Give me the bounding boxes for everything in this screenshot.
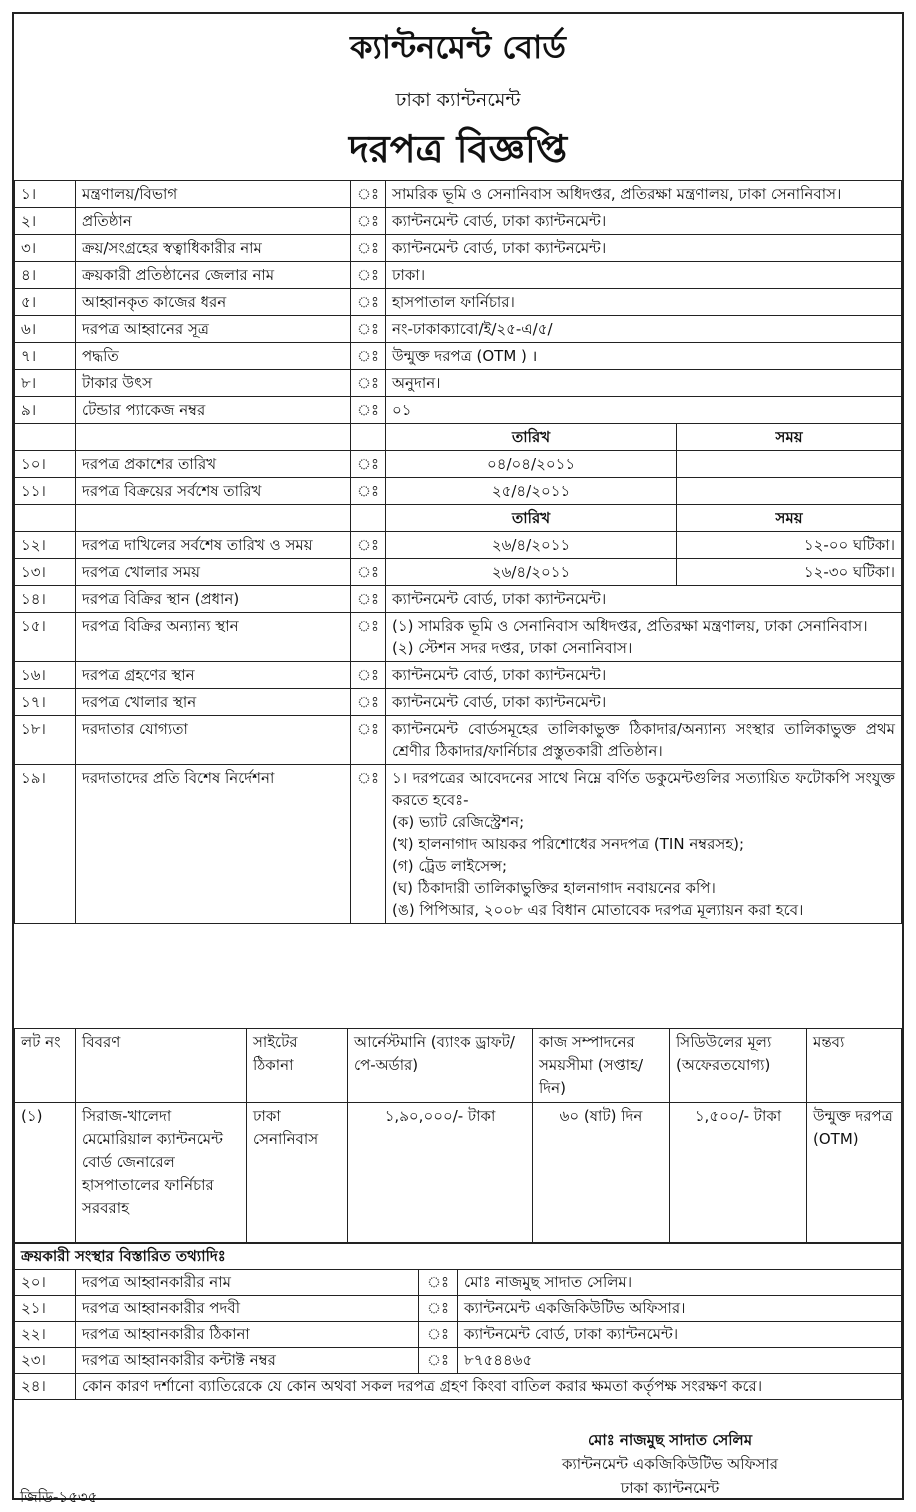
row-value: নং-ঢাকাক্যাবো/ই/২৫-এ/৫/ — [386, 316, 902, 343]
row-colon: ঃ — [351, 262, 386, 289]
row-value: ক্যান্টনমেন্ট বোর্ডসমূহের তালিকাভুক্ত ঠিকাদার/অন্যান্য সংস্থার তালিকাভুক্ত প্রথম শ্রেণীর ঠিকাদার/ফার্নিচার প্রস্তুতকারী প্রতিষ্ঠান। — [386, 716, 902, 765]
row-number: ৬। — [15, 316, 76, 343]
date-header: তারিখ — [386, 424, 677, 451]
row-colon: ঃ — [351, 689, 386, 716]
purchaser-table — [14, 1243, 902, 1400]
lot-cell: ৬০ (ষাট) দিন — [533, 1103, 670, 1243]
row-colon: ঃ — [351, 451, 386, 478]
row-number: ৫। — [15, 289, 76, 316]
info-row — [15, 370, 902, 397]
row-colon: ঃ — [419, 1296, 458, 1322]
row-colon: ঃ — [419, 1348, 458, 1374]
info-row — [15, 316, 902, 343]
lot-header: সিডিউলের মূল্য (অফেরতযোগ্য) — [670, 1029, 807, 1103]
row-colon: ঃ — [351, 586, 386, 613]
row-number: ১৯। — [15, 765, 76, 924]
row-date: ০৪/০৪/২০১১ — [386, 451, 677, 478]
row-value: ক্যান্টনমেন্ট বোর্ড, ঢাকা ক্যান্টনমেন্ট। — [386, 208, 902, 235]
row-value: মোঃ নাজমুছ সাদাত সেলিম। — [458, 1270, 902, 1296]
row-number: ৮। — [15, 370, 76, 397]
row-number: ১০। — [15, 451, 76, 478]
row-number: ২০। — [15, 1270, 76, 1296]
row-colon: ঃ — [351, 532, 386, 559]
row-value: ক্যান্টনমেন্ট বোর্ড, ঢাকা ক্যান্টনমেন্ট। — [386, 689, 902, 716]
info-row — [15, 716, 902, 765]
row-label: প্রতিষ্ঠান — [76, 208, 351, 235]
row-number: ৯। — [15, 397, 76, 424]
notice-title: দরপত্র বিজ্ঞপ্তি — [348, 127, 568, 171]
value-line: (খ) হালনাগাদ আয়কর পরিশোধের সনদপত্র (TIN নম্বরসহ); — [392, 835, 745, 853]
row-colon: ঃ — [351, 370, 386, 397]
row-colon: ঃ — [351, 613, 386, 662]
lot-cell: সিরাজ-খালেদা মেমোরিয়াল ক্যান্টনমেন্ট বোর্ড জেনারেল হাসপাতালের ফার্নিচার সরবরাহ — [76, 1103, 247, 1243]
time-header: সময় — [677, 505, 902, 532]
row-colon: ঃ — [351, 208, 386, 235]
purchaser-row — [15, 1348, 902, 1374]
row-time: ১২-৩০ ঘটিকা। — [677, 559, 902, 586]
row-value: ক্যান্টনমেন্ট বোর্ড, ঢাকা ক্যান্টনমেন্ট। — [458, 1322, 902, 1348]
row-number: ১৭। — [15, 689, 76, 716]
info-row — [15, 478, 902, 505]
row-value: হাসপাতাল ফার্নিচার। — [386, 289, 902, 316]
row-number: ৪। — [15, 262, 76, 289]
value-line: ১। দরপত্রের আবেদনের সাথে নিম্নে বর্ণিত ডকুমেন্টগুলির সত্যায়িত ফটোকপি সংযুক্ত করতে হবেঃ- — [392, 769, 895, 809]
row-label: দরপত্র বিক্রির অন্যান্য স্থান — [76, 613, 351, 662]
row-label: দরদাতার যোগ্যতা — [76, 716, 351, 765]
row-number: ১৪। — [15, 586, 76, 613]
row-colon: ঃ — [351, 765, 386, 924]
row-label: দরপত্র গ্রহণের স্থান — [76, 662, 351, 689]
info-row — [15, 559, 902, 586]
info-row — [15, 613, 902, 662]
lot-cell: ১,৫০০/- টাকা — [670, 1103, 807, 1243]
purchaser-row — [15, 1296, 902, 1322]
row-label: ক্রয়/সংগ্রহের স্বত্বাধিকারীর নাম — [76, 235, 351, 262]
row-label: দরপত্র বিক্রয়ের সর্বশেষ তারিখ — [76, 478, 351, 505]
org-title: ক্যান্টনমেন্ট বোর্ড — [350, 28, 566, 66]
row-value: ঢাকা। — [386, 262, 902, 289]
date-time-header — [15, 424, 902, 451]
row-time: ১২-০০ ঘটিকা। — [677, 532, 902, 559]
row-number: ৩। — [15, 235, 76, 262]
row-number: ১২। — [15, 532, 76, 559]
value-line: (গ) ট্রেড লাইসেন্স; — [392, 857, 508, 875]
date-header: তারিখ — [386, 505, 677, 532]
row-label: দরপত্র আহ্বানের সূত্র — [76, 316, 351, 343]
row-number: ১৩। — [15, 559, 76, 586]
row-colon: ঃ — [351, 343, 386, 370]
signatory-designation: ক্যান্টনমেন্ট একজিকিউটিভ অফিসার — [561, 1455, 779, 1473]
signatory-name: মোঃ নাজমুছ সাদাত সেলিম — [587, 1431, 753, 1449]
row-colon: ঃ — [351, 235, 386, 262]
row-value: ক্যান্টনমেন্ট বোর্ড, ঢাকা ক্যান্টনমেন্ট। — [386, 662, 902, 689]
row-value: ক্যান্টনমেন্ট একজিকিউটিভ অফিসার। — [458, 1296, 902, 1322]
lot-header: সাইটের ঠিকানা — [247, 1029, 348, 1103]
row-label: দরদাতাদের প্রতি বিশেষ নির্দেশনা — [76, 765, 351, 924]
value-line: (ঙ) পিপিআর, ২০০৮ এর বিধান মোতাবেক দরপত্র মূল্যায়ন করা হবে। — [392, 901, 804, 919]
row-label: মন্ত্রণালয়/বিভাগ — [76, 181, 351, 208]
row-label: দরপত্র খোলার স্থান — [76, 689, 351, 716]
row-value: ক্যান্টনমেন্ট বোর্ড, ঢাকা ক্যান্টনমেন্ট। — [386, 586, 902, 613]
row-colon: ঃ — [351, 397, 386, 424]
lot-header: লট নং — [15, 1029, 76, 1103]
info-row — [15, 208, 902, 235]
row-number: ২৪। — [15, 1374, 76, 1400]
row-label: দরপত্র আহ্বানকারীর পদবী — [76, 1296, 419, 1322]
info-row — [15, 586, 902, 613]
row-label: পদ্ধতি — [76, 343, 351, 370]
row-label: দরপত্র প্রকাশের তারিখ — [76, 451, 351, 478]
row-number: ১৬। — [15, 662, 76, 689]
lot-row — [15, 1103, 902, 1243]
row-colon: ঃ — [351, 716, 386, 765]
row-time — [677, 451, 902, 478]
lot-header: বিবরণ — [76, 1029, 247, 1103]
row-colon: ঃ — [419, 1270, 458, 1296]
row-label: দরপত্র দাখিলের সর্বশেষ তারিখ ও সময় — [76, 532, 351, 559]
row-number: ১১। — [15, 478, 76, 505]
info-row — [15, 689, 902, 716]
row-value: সামরিক ভূমি ও সেনানিবাস অধিদপ্তর, প্রতিরক্ষা মন্ত্রণালয়, ঢাকা সেনানিবাস। — [386, 181, 902, 208]
value-line: (ক) ভ্যাট রেজিস্ট্রেশন; — [392, 813, 525, 831]
value-line: (ঘ) ঠিকাদারী তালিকাভুক্তির হালনাগাদ নবায়নের কপি। — [392, 879, 716, 897]
time-header: সময় — [677, 424, 902, 451]
signatory-office: ঢাকা ক্যান্টনমেন্ট — [620, 1479, 720, 1497]
purchaser-heading: ক্রয়কারী সংস্থার বিস্তারিত তথ্যাদিঃ — [15, 1244, 902, 1270]
row-label: দরপত্র বিক্রির স্থান (প্রধান) — [76, 586, 351, 613]
row-colon: ঃ — [351, 181, 386, 208]
value-line: (১) সামরিক ভূমি ও সেনানিবাস অধিদপ্তর, প্রতিরক্ষা মন্ত্রণালয়, ঢাকা সেনানিবাস। — [392, 617, 868, 635]
lot-cell: (১) — [15, 1103, 76, 1243]
row-value: উন্মুক্ত দরপত্র (OTM ) । — [386, 343, 902, 370]
row-label: আহ্বানকৃত কাজের ধরন — [76, 289, 351, 316]
row-label: দরপত্র আহ্বানকারীর নাম — [76, 1270, 419, 1296]
row-number: ২। — [15, 208, 76, 235]
lot-header: আর্নেস্টমানি (ব্যাংক ড্রাফট/পে-অর্ডার) — [348, 1029, 533, 1103]
location-subtitle: ঢাকা ক্যান্টনমেন্ট — [395, 89, 521, 111]
info-row — [15, 262, 902, 289]
row-value: ৮৭৫৪৪৬৫ — [458, 1348, 902, 1374]
date-time-header — [15, 505, 902, 532]
info-row — [15, 343, 902, 370]
row-label: দরপত্র আহ্বানকারীর কন্টাক্ট নম্বর — [76, 1348, 419, 1374]
lot-cell: উন্মুক্ত দরপত্র (OTM) — [807, 1103, 902, 1243]
purchaser-row — [15, 1270, 902, 1296]
info-row — [15, 662, 902, 689]
value-line: (২) স্টেশন সদর দপ্তর, ঢাকা সেনানিবাস। — [392, 639, 633, 657]
signature-block — [520, 1428, 820, 1500]
final-clause: কোন কারণ দর্শানো ব্যাতিরেকে যে কোন অথবা সকল দরপত্র গ্রহণ কিংবা বাতিল করার ক্ষমতা কর্তৃপক্ষ সংরক্ষণ করে। — [76, 1374, 902, 1400]
row-number: ২২। — [15, 1322, 76, 1348]
row-value: অনুদান। — [386, 370, 902, 397]
row-colon: ঃ — [351, 559, 386, 586]
info-row — [15, 397, 902, 424]
row-value: ক্যান্টনমেন্ট বোর্ড, ঢাকা ক্যান্টনমেন্ট। — [386, 235, 902, 262]
row-label: ক্রয়কারী প্রতিষ্ঠানের জেলার নাম — [76, 262, 351, 289]
lot-cell: ঢাকা সেনানিবাস — [247, 1103, 348, 1243]
lot-table — [14, 1028, 902, 1243]
lot-header: কাজ সম্পাদনের সময়সীমা (সপ্তাহ/দিন) — [533, 1029, 670, 1103]
row-number: ২৩। — [15, 1348, 76, 1374]
row-number: ১। — [15, 181, 76, 208]
row-date: ২৬/৪/২০১১ — [386, 559, 677, 586]
row-colon: ঃ — [351, 478, 386, 505]
row-label: দরপত্র আহ্বানকারীর ঠিকানা — [76, 1322, 419, 1348]
info-row — [15, 765, 902, 924]
row-value — [386, 613, 902, 662]
row-number: ১৫। — [15, 613, 76, 662]
info-row — [15, 289, 902, 316]
info-row — [15, 451, 902, 478]
row-number: ৭। — [15, 343, 76, 370]
doc-code: জিডি-১৫৩৫ — [20, 1488, 98, 1506]
row-colon: ঃ — [351, 316, 386, 343]
row-colon: ঃ — [419, 1322, 458, 1348]
row-label: দরপত্র খোলার সময় — [76, 559, 351, 586]
lot-header: মন্তব্য — [807, 1029, 902, 1103]
row-number: ১৮। — [15, 716, 76, 765]
row-label: টেন্ডার প্যাকেজ নম্বর — [76, 397, 351, 424]
info-row — [15, 181, 902, 208]
row-label: টাকার উৎস — [76, 370, 351, 397]
lot-header-row — [15, 1029, 902, 1103]
row-time — [677, 478, 902, 505]
purchaser-row — [15, 1322, 902, 1348]
tender-info-table — [14, 180, 902, 924]
info-row — [15, 532, 902, 559]
row-date: ২৬/৪/২০১১ — [386, 532, 677, 559]
row-colon: ঃ — [351, 662, 386, 689]
row-value: ০১ — [386, 397, 902, 424]
row-colon: ঃ — [351, 289, 386, 316]
row-value — [386, 765, 902, 924]
purchaser-row — [15, 1374, 902, 1400]
lot-cell: ১,৯০,০০০/- টাকা — [348, 1103, 533, 1243]
row-date: ২৫/৪/২০১১ — [386, 478, 677, 505]
row-number: ২১। — [15, 1296, 76, 1322]
info-row — [15, 235, 902, 262]
